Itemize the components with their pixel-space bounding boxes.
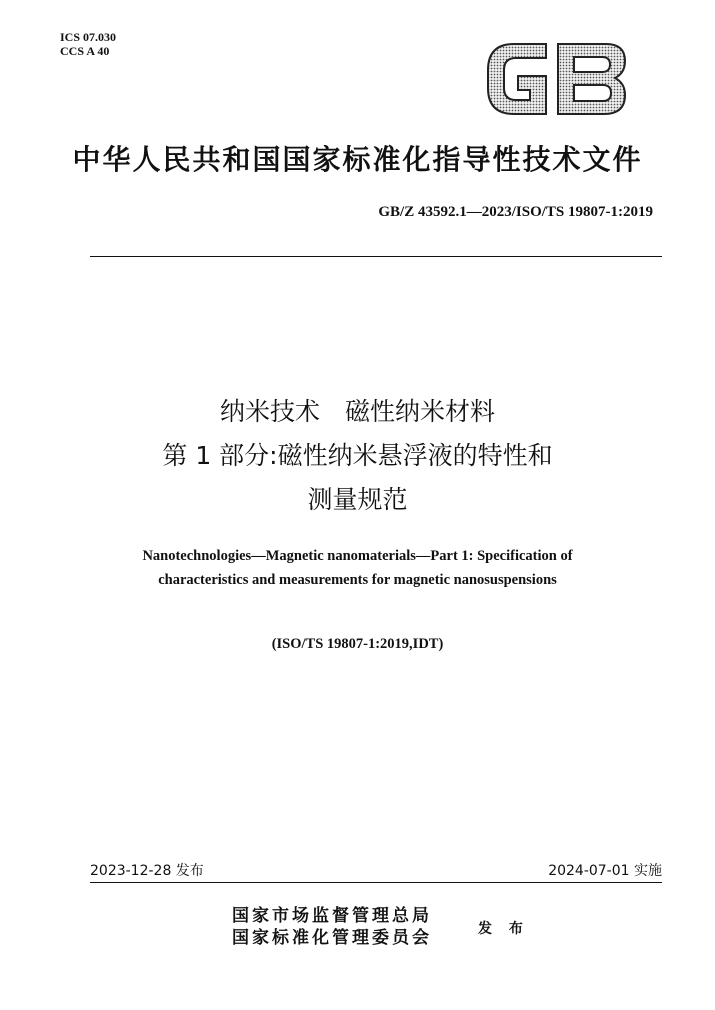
chinese-title-line-2: 第 1 部分:磁性纳米悬浮液的特性和 (162, 441, 553, 470)
english-title (0, 544, 715, 592)
classification-codes (60, 30, 116, 58)
publish-label: 发 布 (478, 921, 529, 937)
document-type-heading: 中华人民共和国国家标准化指导性技术文件 (72, 143, 643, 176)
ics-code: ICS 07.030 (60, 30, 117, 44)
chinese-title-line-1: 纳米技术 磁性纳米材料 (219, 397, 495, 426)
ccs-code: CCS A 40 (60, 44, 110, 58)
chinese-title (0, 390, 715, 522)
implementation-date: 2024-07-01 实施 (548, 863, 662, 879)
issue-date: 2023-12-28 发布 (90, 863, 204, 879)
issuer-samr: 国家市场监督管理总局 (232, 906, 432, 926)
standard-number: GB/Z 43592.1—2023/ISO/TS 19807-1:2019 (378, 204, 653, 220)
gb-logo-icon (484, 40, 629, 118)
chinese-title-line-3: 测量规范 (307, 485, 408, 514)
iso-reference: (ISO/TS 19807-1:2019,IDT) (271, 636, 444, 652)
issuing-authorities (232, 905, 432, 949)
top-divider (90, 256, 662, 257)
issuer-sac: 国家标准化管理委员会 (232, 928, 432, 948)
english-title-line-1: Nanotechnologies—Magnetic nanomaterials—Part 1: Specification of (142, 548, 573, 564)
bottom-divider (90, 882, 662, 883)
english-title-line-2: characteristics and measurements for magnetic nanosuspensions (158, 572, 557, 588)
